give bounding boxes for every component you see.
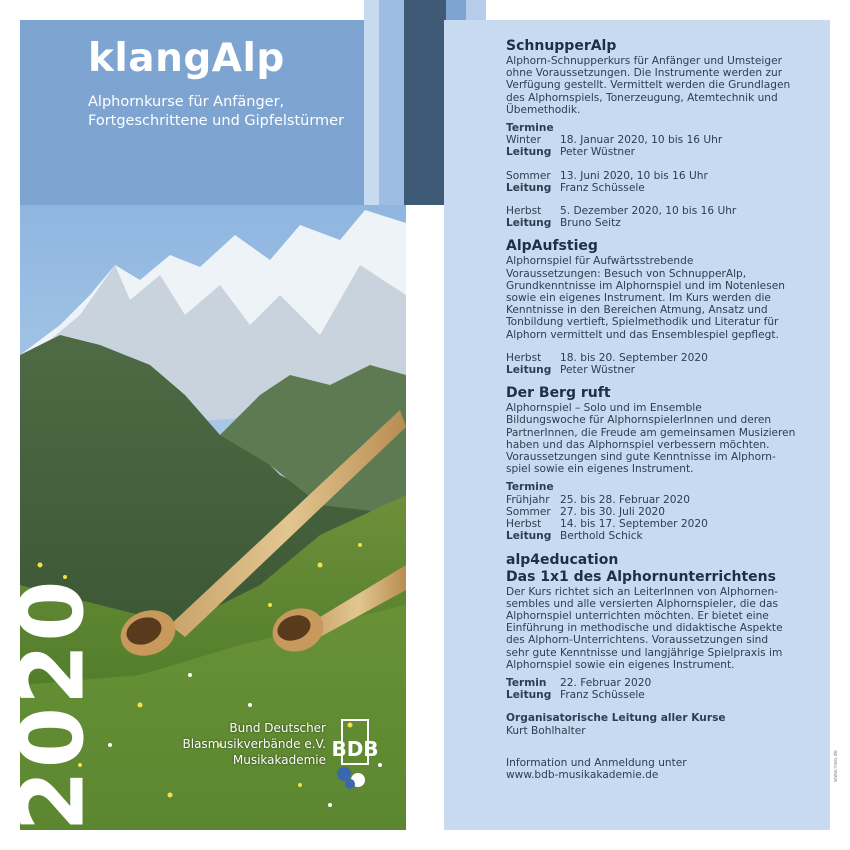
session-row — [506, 506, 806, 518]
desc-line: Alphorn vermittelt und das Ensemblespiel gepflegt. — [506, 328, 779, 341]
org-line: Bund Deutscher — [229, 721, 326, 735]
leader-row — [506, 146, 806, 158]
desc-line: sembles und alle versierten Alphornspieler, die das — [506, 597, 778, 610]
desc-line: Alphornspiel für Aufwärtsstrebende — [506, 255, 694, 268]
termine-label: Termine — [506, 122, 554, 135]
logo-text: BDB — [331, 737, 379, 761]
desc-line: haben und das Alphornspiel verbessern möchten. — [506, 438, 770, 451]
desc-line: Einführung in methodische und didaktische Aspekte — [506, 622, 783, 635]
leader-row — [506, 689, 806, 701]
course-description — [506, 55, 806, 116]
desc-line: des Alphornspiels, Tonerzeugung, Atemtechnik und — [506, 91, 778, 104]
desc-line: Alphornspiel unterrichten möchten. Er bietet eine — [506, 609, 769, 622]
leader-row — [506, 364, 806, 376]
desc-line: des Alphorn-Unterrichtens. Voraussetzungen sind — [506, 634, 769, 647]
desc-line: Bildungswoche für AlphornspielerInnen und deren — [506, 414, 772, 427]
season: Herbst — [506, 351, 542, 364]
desc-line: Tonbildung vertieft, Spielmethodik und Literatur für — [506, 316, 779, 329]
date: 13. Juni 2020, 10 bis 16 Uhr — [560, 169, 708, 182]
date: 22. Februar 2020 — [560, 676, 652, 689]
session-row — [506, 134, 806, 146]
decor-stripe — [364, 0, 379, 205]
brand-title: klangAlp — [88, 36, 285, 81]
leitung-label: Leitung — [506, 364, 552, 377]
leader-row — [506, 217, 806, 229]
desc-line: sehr gute Kenntnisse und langjährige Spielpraxis im — [506, 646, 783, 659]
org-lead-name: Kurt Bohlhalter — [506, 724, 586, 737]
date: 25. bis 28. Februar 2020 — [560, 493, 690, 506]
termine-label: Termine — [506, 481, 554, 494]
date: 27. bis 30. Juli 2020 — [560, 505, 666, 518]
desc-line: spiel sowie ein eigenes Instrument. — [506, 463, 694, 476]
termin-label: Termin — [506, 676, 547, 689]
subtitle-line: Alphornkurse für Anfänger, — [88, 94, 285, 110]
session-row — [506, 494, 806, 506]
leader: Bruno Seitz — [560, 217, 621, 230]
course-list — [506, 38, 806, 781]
season: Sommer — [506, 169, 551, 182]
desc-line: Der Kurs richtet sich an LeiterInnen von Alphornen- — [506, 585, 778, 598]
session-row — [506, 677, 806, 689]
leitung-label: Leitung — [506, 530, 552, 543]
org-line: Musikakademie — [232, 753, 326, 767]
desc-line: Übemethodik. — [506, 103, 581, 116]
season: Winter — [506, 134, 541, 147]
year-vertical — [0, 570, 112, 840]
decor-stripe — [379, 0, 404, 205]
leitung-label: Leitung — [506, 181, 552, 194]
desc-line: Kenntnisse in den Bereichen Atmung, Ansatz und — [506, 304, 768, 317]
org-line: Blasmusikverbände e.V. — [182, 737, 326, 751]
course-description — [506, 586, 806, 671]
course-description — [506, 255, 806, 340]
desc-line: Verfügung gestellt. Vermittelt werden die Grundlagen — [506, 79, 791, 92]
org-lead-label: Organisatorische Leitung aller Kurse — [506, 712, 726, 725]
desc-line: Voraussetzungen sind gute Kenntnisse im Alphorn- — [506, 451, 776, 464]
desc-line: Voraussetzungen: Besuch von SchnupperAlp, — [506, 267, 747, 280]
leader: Franz Schüssele — [560, 689, 645, 702]
desc-line: ohne Voraussetzungen. Die Instrumente werden zur — [506, 67, 783, 80]
desc-line: Alphornspiel – Solo und im Ensemble — [506, 402, 702, 415]
course-subtitle: Das 1x1 des Alphornunterrichtens — [506, 568, 776, 585]
date: 18. Januar 2020, 10 bis 16 Uhr — [560, 134, 723, 147]
course-title: AlpAufstieg — [506, 238, 598, 255]
decor-stripe — [404, 0, 446, 205]
session-row — [506, 205, 806, 217]
desc-line: PartnerInnen, die Freude am gemeinsamen Musizieren — [506, 426, 796, 439]
leader-row — [506, 530, 806, 542]
leader: Berthold Schick — [560, 530, 643, 543]
desc-line: Alphornspiel sowie ein eigenes Instrument. — [506, 658, 735, 671]
season: Herbst — [506, 518, 542, 531]
subtitle-line: Fortgeschrittene und Gipfelstürmer — [88, 113, 345, 129]
session-row — [506, 170, 806, 182]
desc-line: sowie ein eigenes Instrument. Im Kurs werden die — [506, 292, 771, 305]
brand-subtitle — [88, 93, 358, 131]
bdb-logo — [328, 718, 388, 790]
leader: Peter Wüstner — [560, 364, 635, 377]
leader: Franz Schüssele — [560, 181, 645, 194]
info-line: Information und Anmeldung unter — [506, 756, 687, 769]
leitung-label: Leitung — [506, 146, 552, 159]
date: 14. bis 17. September 2020 — [560, 518, 708, 531]
credit-text: www.ineo.de — [833, 750, 839, 782]
leader-row — [506, 182, 806, 194]
session-row — [506, 518, 806, 530]
course-title: alp4education — [506, 551, 619, 568]
season: Sommer — [506, 505, 551, 518]
desc-line: Alphorn-Schnupperkurs für Anfänger und Umsteiger — [506, 55, 782, 67]
date: 5. Dezember 2020, 10 bis 16 Uhr — [560, 205, 737, 218]
session-row — [506, 352, 806, 364]
desc-line: Grundkenntnisse im Alphornspiel und im Notenlesen — [506, 279, 785, 292]
course-title: Der Berg ruft — [506, 385, 611, 402]
leitung-label: Leitung — [506, 689, 552, 702]
season: Herbst — [506, 205, 542, 218]
course-description — [506, 402, 806, 475]
website-link[interactable]: www.bdb-musikakademie.de — [506, 768, 659, 781]
course-title: SchnupperAlp — [506, 38, 617, 54]
organisation-name — [140, 720, 326, 768]
leader: Peter Wüstner — [560, 146, 635, 159]
leitung-label: Leitung — [506, 217, 552, 230]
season: Frühjahr — [506, 493, 550, 506]
date: 18. bis 20. September 2020 — [560, 351, 708, 364]
year-text: 2020 — [0, 578, 104, 832]
